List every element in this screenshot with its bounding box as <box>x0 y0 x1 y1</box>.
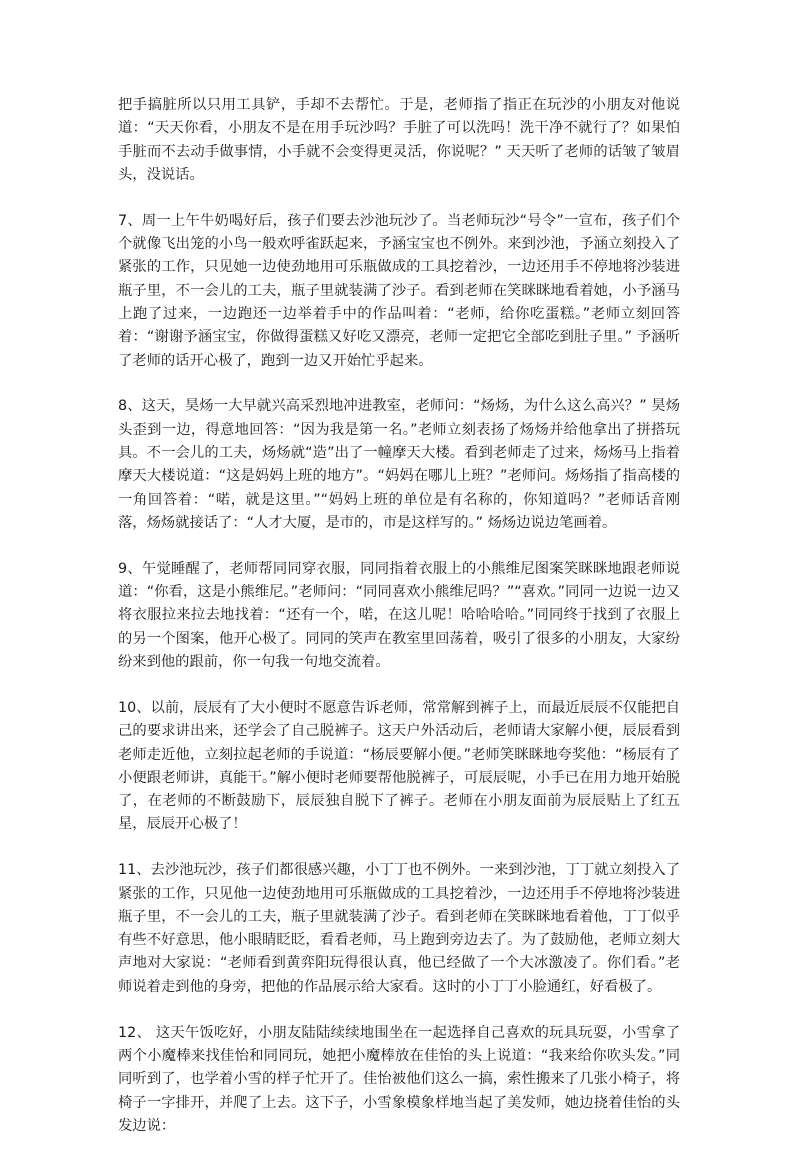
paragraph-9: 9、午觉睡醒了，老师帮同同穿衣服，同同指着衣服上的小熊维尼图案笑眯眯地跟老师说道：“你看，这是小熊维尼。”老师问：“同同喜欢小熊维尼吗？”“喜欢。”同同一边说一边又将衣服拉来拉去地找着：“还有一个，喏，在这儿呢！哈哈哈哈。”同同终于找到了衣服上的另一个图案，他开心极了。同同的笑声在教室里回荡着，吸引了很多的小朋友，大家纷纷来到他的跟前，你一句我一句地交流着。 <box>118 560 680 671</box>
paragraph-12: 12、 这天午饭吃好，小朋友陆陆续续地围坐在一起选择自己喜欢的玩具玩耍，小雪拿了两个小魔棒来找佳怡和同同玩，她把小魔棒放在佳怡的头上说道：“我来给你吹头发。”同同听到了，也学着小雪的样子忙开了。佳怡被他们这么一搞，索性搬来了几张小椅子，将椅子一字排开，并爬了上去。这下子，小雪象模象样地当起了美发师，她边挠着佳怡的头发边说： <box>118 1024 680 1134</box>
paragraph-10: 10、以前，辰辰有了大小便时不愿意告诉老师，常常解到裤子上，而最近辰辰不仅能把自己的要求讲出来，还学会了自己脱裤子。这天户外活动后，老师请大家解小便，辰辰看到老师走近他，立刻拉起老师的手说道：“杨辰要解小便。”老师笑眯眯地夸奖他：“杨辰有了小便跟老师讲，真能干。”解小便时老师要帮他脱裤子，可辰辰呢，小手已在用力地开始脱了，在老师的不断鼓励下，辰辰独自脱下了裤子。老师在小朋友面前为辰辰贴上了红五星，辰辰开心极了！ <box>118 699 680 833</box>
paragraph-8: 8、这天，昊炀一大早就兴高采烈地冲进教室，老师问：“炀炀，为什么这么高兴？” 昊炀头歪到一边，得意地回答：“因为我是第一名。”老师立刻表扬了炀炀并给他拿出了拼搭玩具。不一会儿的工夫，炀炀就“造”出了一幢摩天大楼。看到老师走了过来，炀炀马上指着摩天大楼说道：“这是妈妈上班的地方”。“妈妈在哪儿上班？”老师问。炀炀指了指高楼的一角回答着：“喏，就是这里。”“妈妈上班的单位是有名称的，你知道吗？”老师话音刚落，炀炀就接话了：“人才大厦，是市的，市是这样写的。” 炀炀边说边笔画着。 <box>118 398 680 531</box>
paragraph-continuation: 把手搞脏所以只用工具铲，手却不去帮忙。于是，老师指了指正在玩沙的小朋友对他说道：“天天你看，小朋友不是在用手玩沙吗？手脏了可以洗吗！洗干净不就行了？如果怕手脏而不去动手做事情，小手就不会变得更灵活，你说呢？” 天天听了老师的话皱了皱眉头，没说话。 <box>118 97 680 183</box>
paragraph-11: 11、去沙池玩沙，孩子们都很感兴趣，小丁丁也不例外。一来到沙池，丁丁就立刻投入了紧张的工作，只见他一边使劲地用可乐瓶做成的工具挖着沙，一边还用手不停地将沙装进瓶子里，不一会儿的工夫，瓶子里就装满了沙子。看到老师在笑眯眯地看着他，丁丁似乎有些不好意思，他小眼睛眨眨，看看老师，马上跑到旁边去了。为了鼓励他，老师立刻大声地对大家说：“老师看到黄弈阳玩得很认真，他已经做了一个大冰激凌了。你们看。”老师说着走到他的身旁，把他的作品展示给大家看。这时的小丁丁小脸通红，好看极了。 <box>118 862 680 995</box>
document-body <box>118 94 680 1161</box>
paragraph-7: 7、周一上午牛奶喝好后，孩子们要去沙池玩沙了。当老师玩沙“号令”一宣布，孩子们个个就像飞出笼的小鸟一般欢呼雀跃起来，予涵宝宝也不例外。来到沙池，予涵立刻投入了紧张的工作，只见她一边使劲地用可乐瓶做成的工具挖着沙，一边还用手不停地将沙装进瓶子里，不一会儿的工夫，瓶子里就装满了沙子。看到老师在笑眯眯地看着她，小予涵马上跑了过来，一边跑还一边举着手中的作品叫着：“老师，给你吃蛋糕。”老师立刻回答着：“谢谢予涵宝宝，你做得蛋糕又好吃又漂亮，老师一定把它全部吃到肚子里。” 予涵听了老师的话开心极了，跑到一边又开始忙乎起来。 <box>118 212 680 369</box>
